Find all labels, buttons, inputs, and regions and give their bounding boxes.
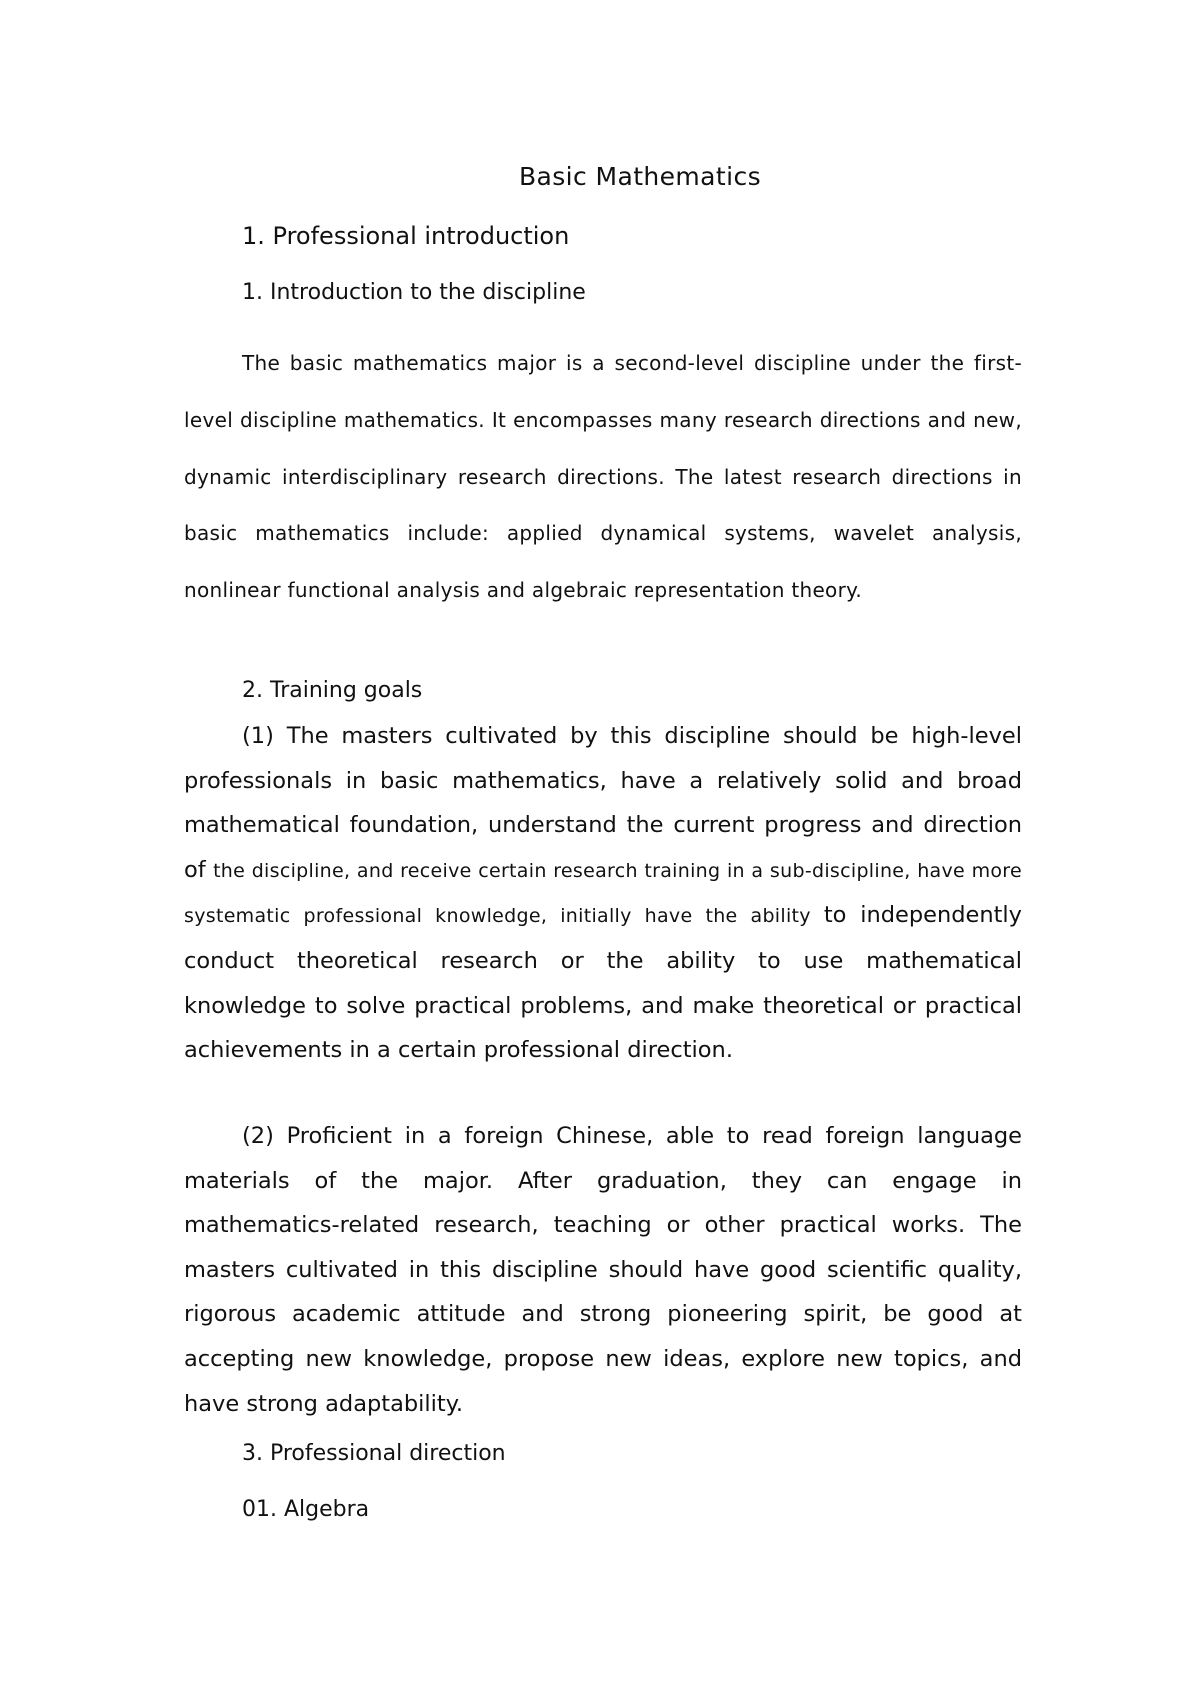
discipline-paragraph: The basic mathematics major is a second-level discipline under the first-level discipline mathematics. It encompasses many research directions and new, dynamic interdisciplinary research directions. The latest research directions in basic mathematics include: applied dynamical systems, wavelet analysis, nonlinear functional analysis and algebraic representation theory. [184, 351, 1022, 603]
section-heading: 1. Professional introduction [242, 222, 570, 250]
training-goal-2: (2) Proficient in a foreign Chinese, able to read foreign language materials of the major. After graduation, they can engage in mathematics-related research, teaching or other practical works. The masters cultivated in this discipline should have good scientific quality, rigorous academic attitude and strong pioneering spirit, be good at accepting new knowledge, propose new ideas, explore new topics, and have strong adaptability. [184, 1123, 1022, 1417]
training-goal-1-part-c: to independently conduct theoretical research or the ability to use mathematical knowledge to solve practical problems, and make theoretical or practical achievements in a certain professional direction. [184, 902, 1022, 1064]
training-goal-1-part-a: (1) The masters cultivated by this discipline should be high-level professionals in basic mathematics, have a relatively solid and broad mathematical foundation, understand the current progress and direction of [184, 723, 1022, 883]
training-goal-1 [184, 714, 1022, 1073]
subsection-heading-discipline: 1. Introduction to the discipline [242, 280, 586, 305]
document-title: Basic Mathematics [518, 162, 762, 191]
training-goal-1-part-b: the discipline, and receive certain research training in a sub-discipline, have more systematic professional knowledge, initially have the ability [184, 859, 1022, 928]
subsection-heading-training-goals: 2. Training goals [242, 678, 423, 703]
subsection-heading-professional-direction: 3. Professional direction [242, 1441, 506, 1466]
direction-item-algebra: 01. Algebra [242, 1497, 370, 1522]
